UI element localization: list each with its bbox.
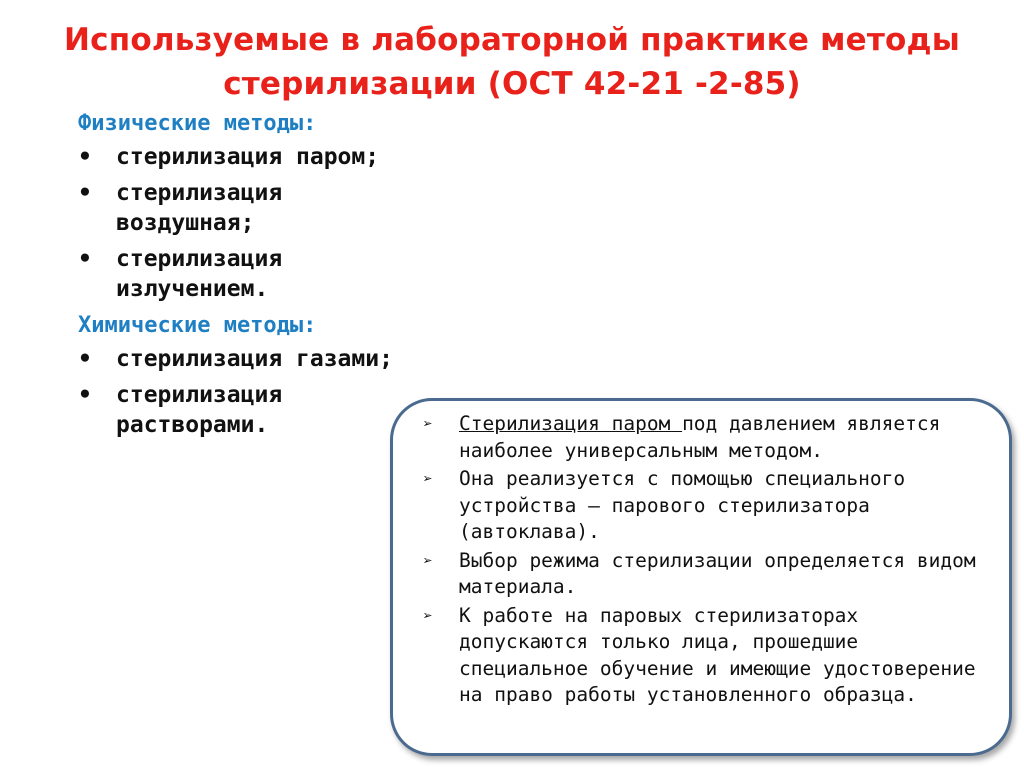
list-item — [78, 380, 346, 440]
list-item — [78, 344, 498, 374]
physical-methods-list — [78, 142, 498, 304]
list-item — [421, 411, 989, 464]
bullet-icon: • — [78, 144, 92, 170]
bullet-icon: • — [78, 346, 92, 372]
bullet-icon: • — [78, 246, 92, 272]
arrow-bullet-icon: ➢ — [423, 414, 433, 433]
slide-title: Используемые в лабораторной практике методы стерилизации (ОСТ 42-21 -2-85) — [64, 22, 960, 102]
list-item — [421, 603, 989, 709]
bullet-icon: • — [78, 180, 92, 206]
autoclave-info-box — [390, 398, 1012, 756]
list-item-text: стерилизация воздушная; — [116, 180, 283, 236]
list-item-text: К работе на паровых стерилизаторах допускаются только лица, прошедшие специальное обучение и имеющие удостоверение на право работы установленного образца. — [459, 603, 976, 706]
list-item-text: Выбор режима стерилизации определяется видом материала. — [459, 548, 976, 598]
arrow-bullet-icon: ➢ — [423, 605, 433, 625]
list-item-text: под давлением является наиболее универсальным методом. — [459, 412, 941, 462]
info-list — [393, 401, 1009, 709]
arrow-bullet-icon: ➢ — [423, 469, 433, 488]
physical-methods-heading: Физические методы: — [78, 111, 317, 136]
list-item — [421, 466, 989, 546]
list-item-text: стерилизация паром; — [116, 144, 380, 170]
list-item — [421, 548, 989, 601]
methods-list — [78, 110, 498, 446]
chemical-methods-heading: Химические методы: — [78, 313, 317, 338]
list-item — [78, 178, 346, 238]
list-item — [78, 142, 498, 172]
list-item — [78, 244, 346, 304]
steam-sterilization-term: Стерилизация паром — [459, 412, 683, 435]
list-item-text: стерилизация газами; — [116, 346, 393, 372]
list-item-text: Она реализуется с помощью специального устройства — парового стерилизатора (автоклава). — [459, 467, 906, 543]
list-item-text: стерилизация излучением. — [116, 246, 283, 302]
bullet-icon: • — [78, 382, 92, 408]
arrow-bullet-icon: ➢ — [423, 550, 433, 570]
list-item-text: стерилизация растворами. — [116, 382, 283, 438]
